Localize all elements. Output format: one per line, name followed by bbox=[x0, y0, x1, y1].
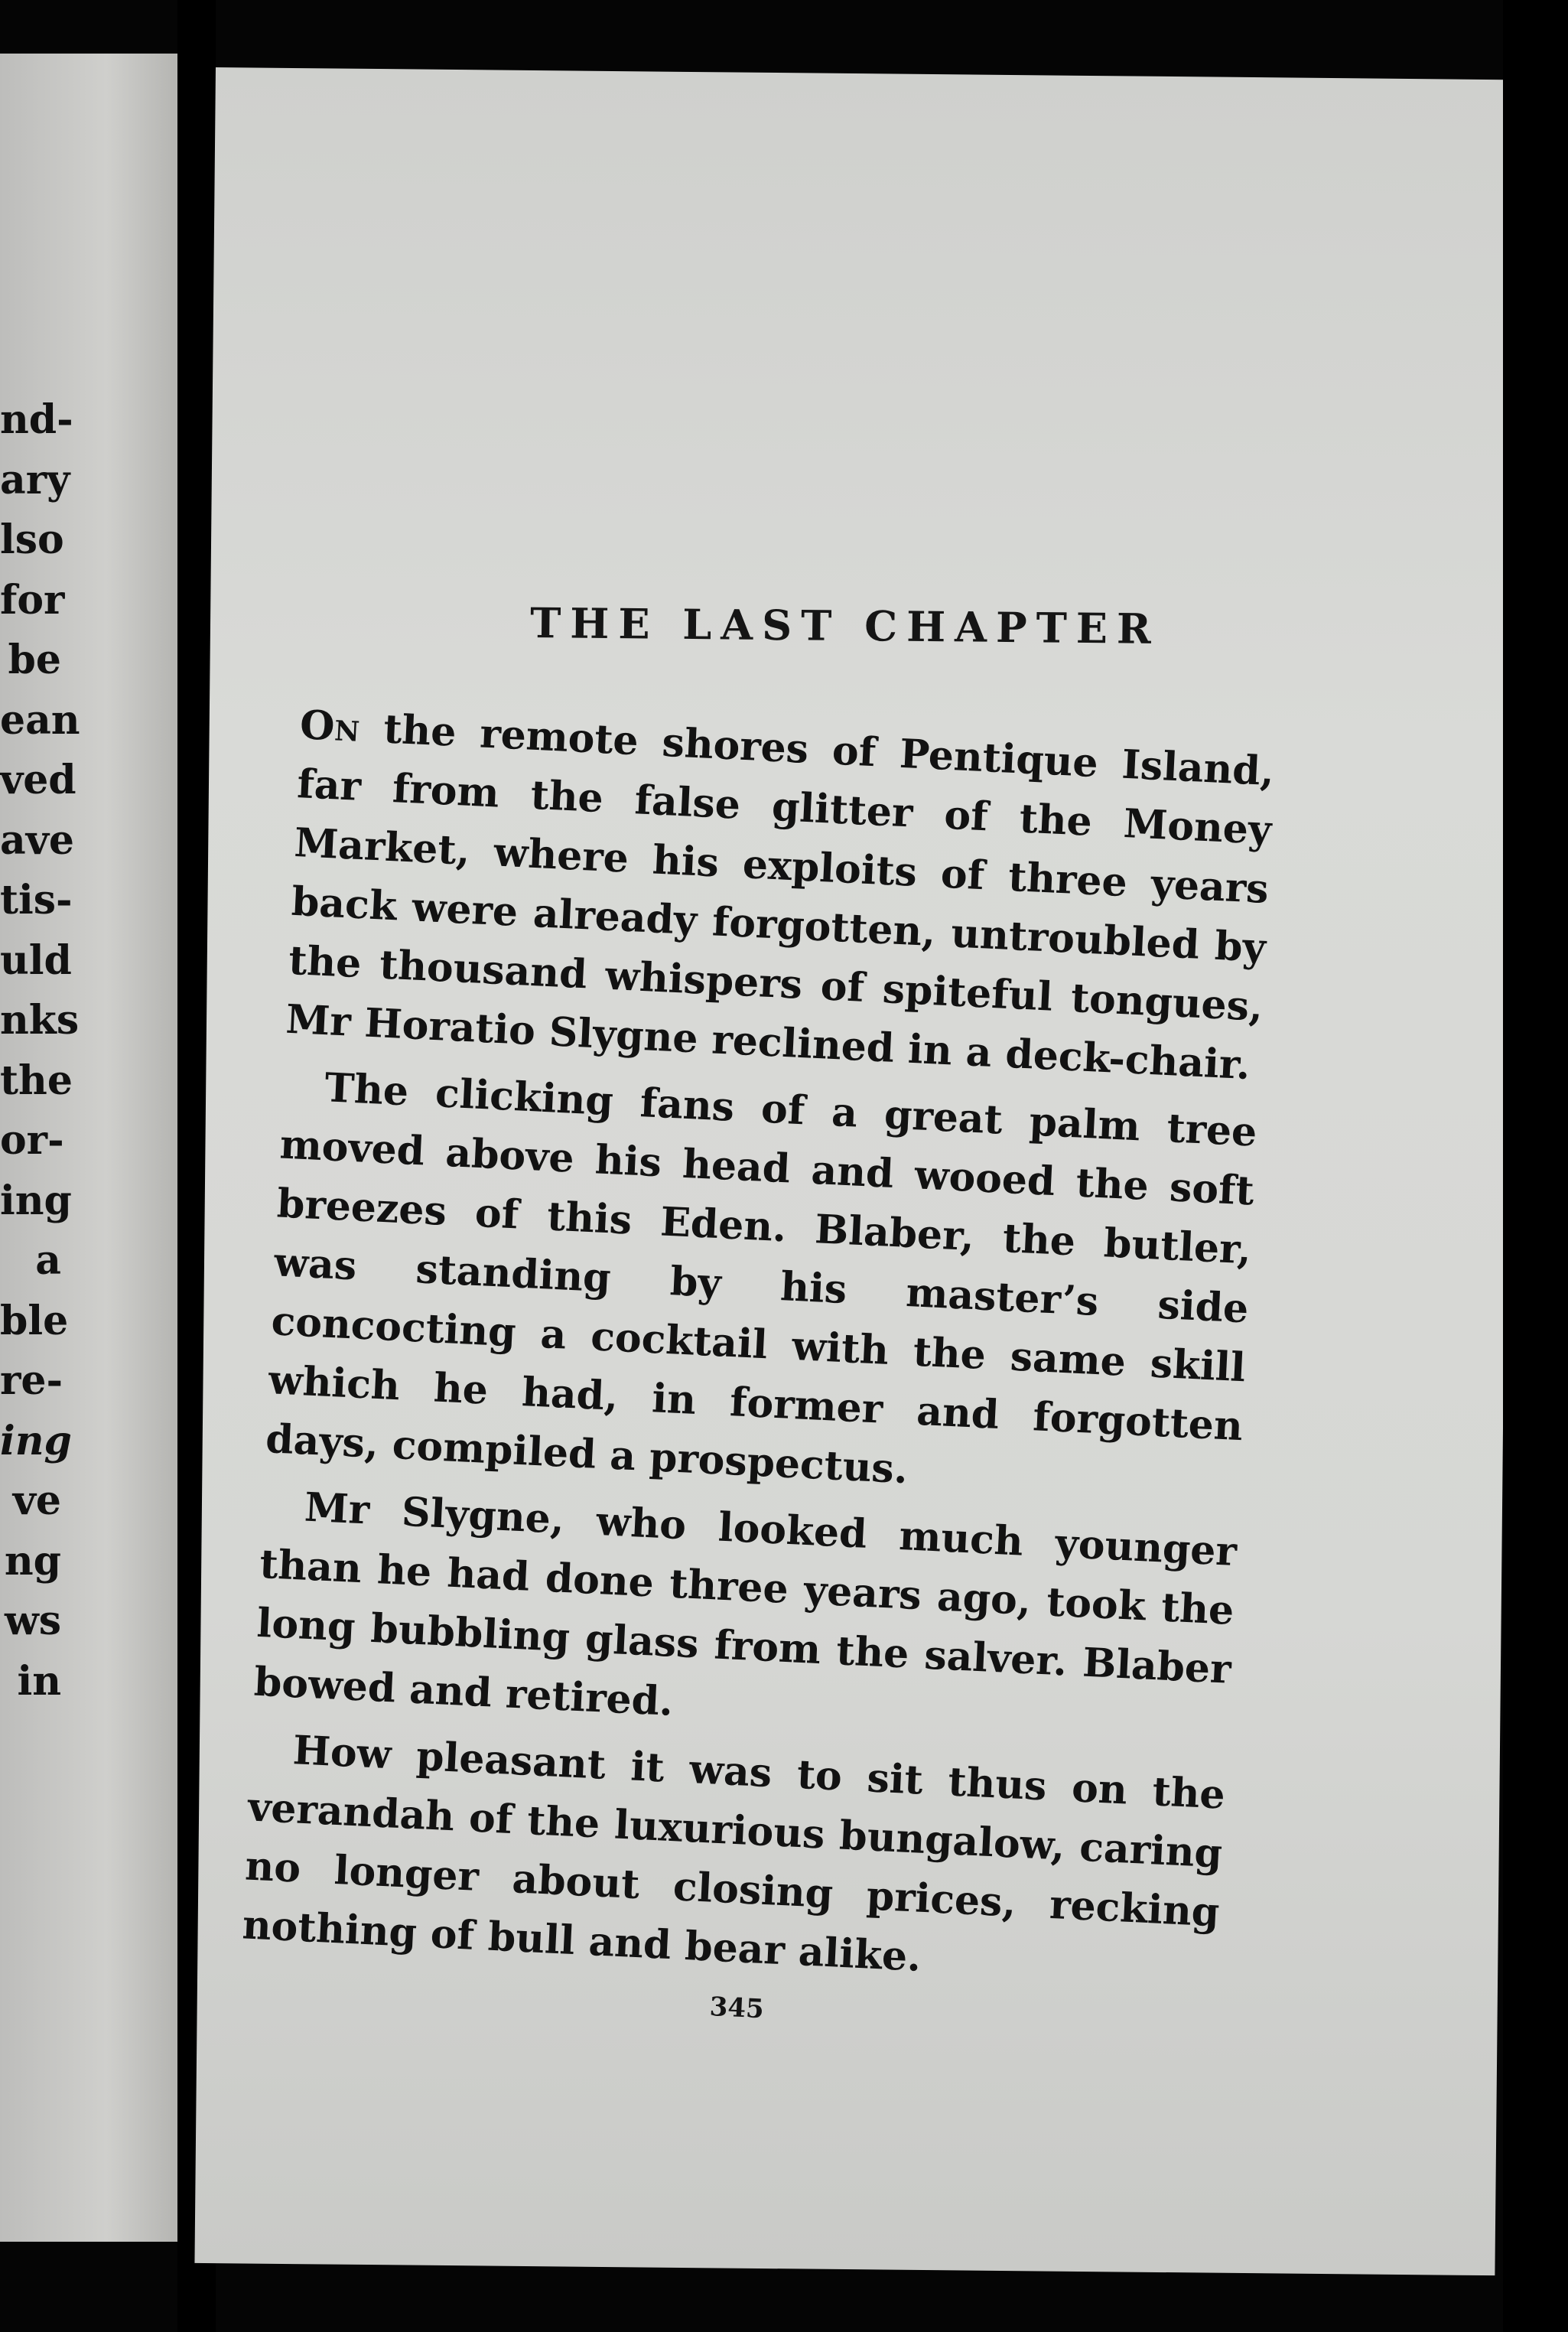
paragraph bbox=[252, 1476, 1238, 1758]
scan-border bbox=[1503, 0, 1568, 2332]
paragraph bbox=[241, 1719, 1226, 2001]
left-line: ave bbox=[0, 816, 74, 864]
left-line: ved bbox=[0, 757, 76, 803]
left-page-text-column bbox=[0, 390, 80, 1712]
left-page bbox=[0, 54, 177, 2242]
paragraph-text: the remote shores of Pentique Island, far from the false glitter of the Money Market, where his exploits of three years back were already forgotten, untroubled by the thousand whispers of spiteful tongues, Mr Horatio Slygne reclined in a deck-chair. bbox=[285, 704, 1276, 1089]
left-line: ve bbox=[12, 1477, 61, 1524]
paragraph-text: How pleasant it was to sit thus on the verandah of the luxurious bungalow, caring no longer about closing prices, recking nothing of bull and bear alike. bbox=[241, 1727, 1227, 1981]
chapter-body bbox=[241, 695, 1276, 2008]
left-line: re- bbox=[0, 1357, 63, 1404]
left-line: nks bbox=[0, 997, 80, 1044]
left-line: ing bbox=[0, 1177, 72, 1224]
left-line: nd- bbox=[0, 396, 73, 443]
paragraph-text: The clicking fans of a great palm tree moved above his head and wooed the soft breezes of this Eden. Blaber, the butler, was standing by his master’s side concocting a cocktail with the same skill which he had, in former and forgotten days, compiled a prospectus. bbox=[265, 1064, 1258, 1493]
drop-lead-word: On bbox=[298, 702, 361, 751]
left-line: ng bbox=[4, 1537, 61, 1585]
left-line: ble bbox=[0, 1297, 69, 1344]
left-line: in bbox=[17, 1657, 61, 1705]
left-line: a bbox=[35, 1237, 61, 1284]
left-line: or- bbox=[0, 1117, 64, 1164]
left-line: ing bbox=[0, 1417, 72, 1464]
left-line: for bbox=[0, 576, 65, 624]
paragraph bbox=[265, 1057, 1258, 1516]
left-line: the bbox=[0, 1057, 73, 1104]
left-line: tis- bbox=[0, 877, 73, 923]
left-line: ary bbox=[0, 456, 70, 503]
left-line: ws bbox=[4, 1598, 61, 1644]
paragraph-text: Mr Slygne, who looked much younger than he had done three years ago, took the long bubbling glass from the salver. Blaber bowed and retired. bbox=[252, 1484, 1238, 1725]
page-number: 345 bbox=[708, 1991, 765, 2025]
right-page bbox=[194, 67, 1515, 2275]
left-line: be bbox=[8, 637, 61, 683]
left-line: lso bbox=[0, 516, 64, 563]
paragraph bbox=[285, 695, 1276, 1096]
chapter-title: THE LAST CHAPTER bbox=[529, 598, 1161, 653]
left-line: ean bbox=[0, 696, 80, 744]
left-line: uld bbox=[0, 936, 72, 984]
